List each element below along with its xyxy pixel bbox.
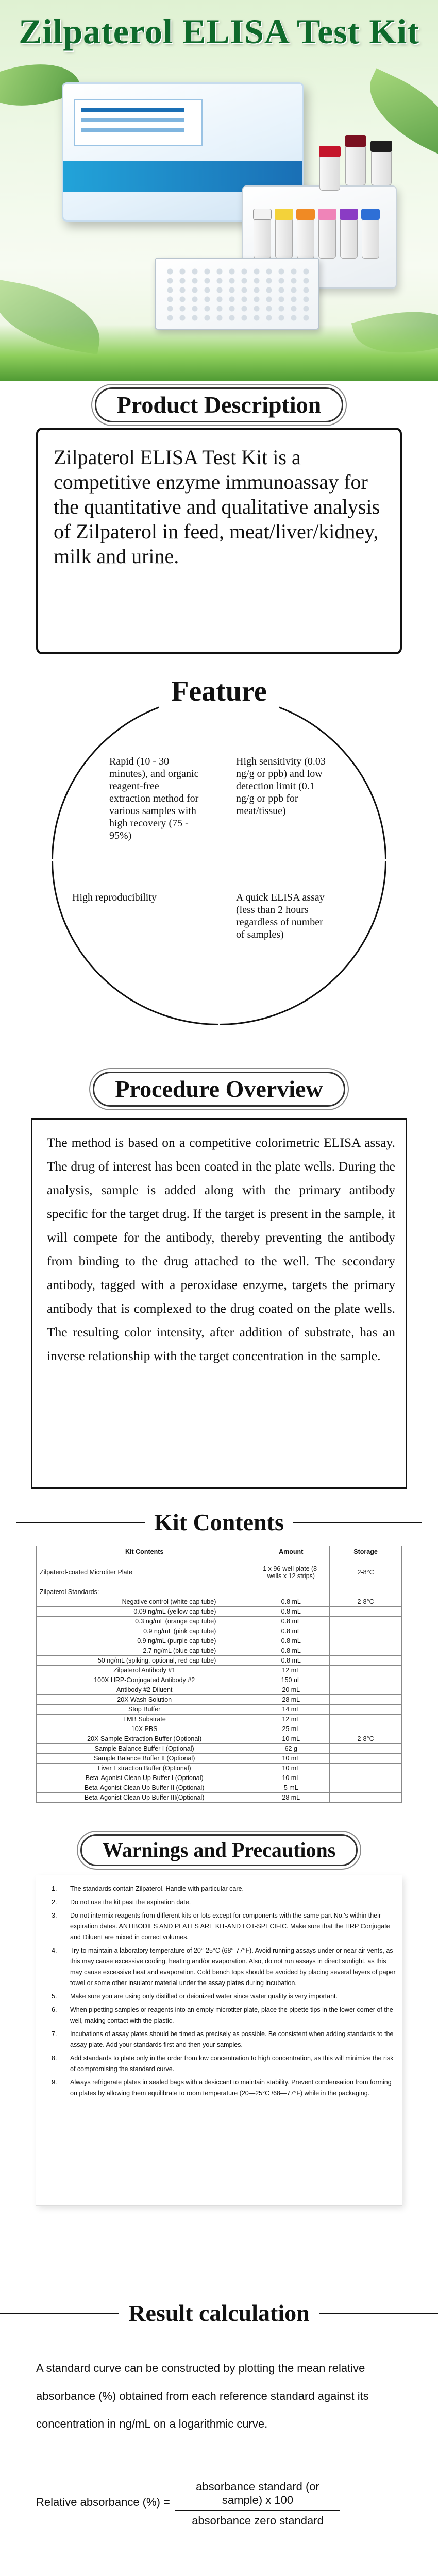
table-cell: 0.3 ng/mL (orange cap tube)	[37, 1617, 252, 1626]
warnings-panel	[36, 1875, 402, 2205]
table-cell: Zilpaterol-coated Microtiter Plate	[37, 1557, 252, 1587]
table-cell: 14 mL	[252, 1705, 330, 1715]
table-cell: 20X Sample Extraction Buffer (Optional)	[37, 1734, 252, 1744]
warning-text: Do not intermix reagents from different kits or lots except for components with the same part No.'s within their expiration dates. ANTIBODIES AND PLATES ARE KIT-AND LOT-SPECIFIC. Make sure that the HRP Conjugate and Diluent are mixed in correct volumes.	[70, 1912, 390, 1941]
table-cell: 0.8 mL	[252, 1646, 330, 1656]
warning-item	[45, 1910, 396, 1943]
column-header: Storage	[330, 1546, 402, 1557]
feature-item: High sensitivity (0.03 ng/g or ppb) and low detection limit (0.1 ng/g or ppb for meat/tissue)	[236, 756, 326, 817]
table-cell: 28 mL	[252, 1793, 330, 1803]
section-banner	[0, 387, 438, 422]
table-cell	[330, 1587, 402, 1597]
table-cell: 12 mL	[252, 1666, 330, 1675]
formula-lhs: Relative absorbance (%) =	[36, 2496, 170, 2509]
warning-text: Make sure you are using only distilled or deionized water since water quality is very important.	[70, 1993, 338, 2000]
table-cell: 0.8 mL	[252, 1626, 330, 1636]
vial-image	[345, 144, 366, 185]
table-row	[37, 1587, 402, 1597]
table-cell: 0.09 ng/mL (yellow cap tube)	[37, 1607, 252, 1617]
table-row	[37, 1734, 402, 1744]
table-cell	[330, 1793, 402, 1803]
table-cell: 0.8 mL	[252, 1617, 330, 1626]
table-row	[37, 1724, 402, 1734]
table-cell: Beta-Agonist Clean Up Buffer II (Optional)	[37, 1783, 252, 1793]
table-cell: Negative control (white cap tube)	[37, 1597, 252, 1607]
table-cell: 10 mL	[252, 1754, 330, 1764]
product-description-heading: Product Description	[95, 387, 344, 422]
procedure-text: The method is based on a competitive colorimetric ELISA assay. The drug of interest has been coated in the plate wells. During the analysis, sample is added along with the primary antibody specific for the target drug. If the target is present in the sample, it will compete for the antibody, thereby preventing the antibody from binding to the drug attached to the well. The secondary antibody, tagged with a peroxidase enzyme, targets the primary antibody that is complexed to the drug coated on the plate wells. The resulting color intensity, after addition of substrate, has an inverse relationship with the target concentration in the sample.	[47, 1135, 395, 1363]
table-row	[37, 1617, 402, 1626]
table-cell: 0.8 mL	[252, 1597, 330, 1607]
table-row	[37, 1607, 402, 1617]
table-row	[37, 1626, 402, 1636]
table-cell: 100X HRP-Conjugated Antibody #2	[37, 1675, 252, 1685]
feature-heading: Feature	[159, 675, 279, 708]
table-cell: 2-8°C	[330, 1734, 402, 1744]
table-row	[37, 1793, 402, 1803]
product-description-panel	[36, 428, 402, 654]
table-cell: Zilpaterol Antibody #1	[37, 1666, 252, 1675]
table-row	[37, 1636, 402, 1646]
table-cell: Sample Balance Buffer II (Optional)	[37, 1754, 252, 1764]
warning-text: When pipetting samples or reagents into an empty microtiter plate, place the pipette tips in the lower corner of the well, making contact with the plastic.	[70, 2006, 393, 2024]
table-cell	[330, 1646, 402, 1656]
table-row	[37, 1695, 402, 1705]
table-cell: 0.8 mL	[252, 1656, 330, 1666]
table-cell	[330, 1626, 402, 1636]
table-cell: 28 mL	[252, 1695, 330, 1705]
table-row	[37, 1597, 402, 1607]
warning-number: 9.	[52, 2079, 57, 2086]
table-row	[37, 1783, 402, 1793]
warning-item	[45, 2029, 396, 2050]
table-cell: 12 mL	[252, 1715, 330, 1724]
section-banner	[0, 1834, 438, 1866]
table-cell: 10 mL	[252, 1773, 330, 1783]
result-text: A standard curve can be constructed by plotting the mean relative absorbance (%) obtained from each reference standard against its concentration in ng/mL on a logarithmic curve.	[36, 2362, 369, 2430]
formula-denominator: absorbance zero standard	[192, 2514, 324, 2527]
table-cell: 20X Wash Solution	[37, 1695, 252, 1705]
table-cell: 5 mL	[252, 1783, 330, 1793]
grass-decoration	[0, 325, 438, 381]
table-cell: Stop Buffer	[37, 1705, 252, 1715]
kit-contents-heading: Kit Contents	[154, 1507, 284, 1538]
table-cell	[252, 1587, 330, 1597]
table-cell: 150 uL	[252, 1675, 330, 1685]
warning-item	[45, 1991, 396, 2002]
warning-number: 3.	[52, 1912, 57, 1919]
warnings-list	[45, 1884, 396, 2102]
warning-number: 6.	[52, 2006, 57, 2013]
table-row	[37, 1675, 402, 1685]
table-cell: 0.9 ng/mL (pink cap tube)	[37, 1626, 252, 1636]
warning-number: 7.	[52, 2030, 57, 2038]
table-cell: 25 mL	[252, 1724, 330, 1734]
warning-item	[45, 1945, 396, 1989]
feature-item: A quick ELISA assay (less than 2 hours regardless of number of samples)	[236, 892, 325, 940]
result-heading: Result calculation	[128, 2298, 309, 2329]
warning-number: 5.	[52, 1993, 57, 2000]
table-cell: 2.7 ng/mL (blue cap tube)	[37, 1646, 252, 1656]
table-cell: Zilpaterol Standards:	[37, 1587, 252, 1597]
table-cell: 0.8 mL	[252, 1607, 330, 1617]
table-cell	[330, 1754, 402, 1764]
warning-number: 8.	[52, 2055, 57, 2062]
column-header: Kit Contents	[37, 1546, 252, 1557]
table-row	[37, 1656, 402, 1666]
table-row	[37, 1744, 402, 1754]
warning-text: Try to maintain a laboratory temperature of 20°-25°C (68°-77°F). Avoid running assays under or near air vents, as this may cause excessive cooling, heating and/or evaporation. Also, do not run assays in direct sunlight, as this may cause excessive heat and evaporation. Cold bench tops should be avoided by placing several layers of paper towel or some other insulator material under the assay plates during incubation.	[70, 1947, 396, 1987]
table-cell: 62 g	[252, 1744, 330, 1754]
procedure-panel	[31, 1118, 407, 1489]
table-cell	[330, 1744, 402, 1754]
formula-fraction	[175, 2480, 340, 2528]
table-cell	[330, 1715, 402, 1724]
section-banner	[0, 1072, 438, 1107]
procedure-heading: Procedure Overview	[93, 1072, 345, 1107]
table-cell	[330, 1685, 402, 1695]
table-cell: Sample Balance Buffer I (Optional)	[37, 1744, 252, 1754]
section-banner	[0, 2298, 438, 2329]
warning-item	[45, 2077, 396, 2099]
table-cell	[330, 1607, 402, 1617]
feature-item: Rapid (10 - 30 minutes), and organic reagent-free extraction method for various samples with high recovery (75 - 95%)	[109, 756, 199, 841]
vial-image	[319, 155, 340, 191]
column-header: Amount	[252, 1546, 330, 1557]
hero-banner	[0, 0, 438, 381]
product-description-text: Zilpaterol ELISA Test Kit is a competitive enzyme immunoassay for the quantitative and qualitative analysis of Zilpaterol in feed, meat/liver/kidney, milk and urine.	[54, 446, 380, 568]
table-cell: 1 x 96-well plate (8-wells x 12 strips)	[252, 1557, 330, 1587]
table-row	[37, 1715, 402, 1724]
table-cell	[330, 1656, 402, 1666]
table-row	[37, 1685, 402, 1695]
section-banner	[0, 1507, 438, 1538]
table-cell	[330, 1705, 402, 1715]
microtiter-plate-image	[155, 258, 319, 330]
warning-text: Incubations of assay plates should be timed as precisely as possible. Be consistent when adding standards to the assay plate. Add your standards first and then your samples.	[70, 2030, 394, 2048]
table-row	[37, 1666, 402, 1675]
table-row	[37, 1754, 402, 1764]
table-cell	[330, 1636, 402, 1646]
table-cell: Beta-Agonist Clean Up Buffer III(Optional)	[37, 1793, 252, 1803]
warnings-heading: Warnings and Precautions	[80, 1834, 358, 1866]
table-cell: 10 mL	[252, 1734, 330, 1744]
table-cell	[330, 1783, 402, 1793]
warning-number: 4.	[52, 1947, 57, 1954]
formula-numerator: absorbance standard (or sample) x 100	[175, 2480, 340, 2511]
table-cell: 10 mL	[252, 1764, 330, 1773]
feature-diagram	[52, 675, 386, 1025]
vial-image	[371, 149, 392, 185]
table-cell: Antibody #2 Diluent	[37, 1685, 252, 1695]
warning-text: The standards contain Zilpaterol. Handle with particular care.	[70, 1885, 244, 1892]
leaf-decoration	[355, 68, 438, 158]
table-cell: 0.8 mL	[252, 1636, 330, 1646]
table-header-row	[37, 1546, 402, 1557]
table-row	[37, 1705, 402, 1715]
table-row	[37, 1773, 402, 1783]
relative-absorbance-formula	[36, 2478, 402, 2530]
table-cell	[330, 1675, 402, 1685]
table-cell	[330, 1695, 402, 1705]
warning-number: 1.	[52, 1885, 57, 1892]
table-cell: Beta-Agonist Clean Up Buffer I (Optional)	[37, 1773, 252, 1783]
table-cell: 2-8°C	[330, 1597, 402, 1607]
table-cell	[330, 1617, 402, 1626]
warning-text: Always refrigerate plates in sealed bags with a desiccant to maintain stability. Prevent condensation from forming on plates by allowing them equilibrate to room temperature (20—25°C /68—77°F) while in the packaging.	[70, 2079, 392, 2097]
table-cell: TMB Substrate	[37, 1715, 252, 1724]
table-cell: 0.9 ng/mL (purple cap tube)	[37, 1636, 252, 1646]
table-cell	[330, 1773, 402, 1783]
kit-contents-table	[36, 1546, 402, 1803]
table-cell	[330, 1666, 402, 1675]
warning-item	[45, 2005, 396, 2026]
table-row	[37, 1764, 402, 1773]
feature-item: High reproducibility	[72, 892, 157, 903]
table-cell: 50 ng/mL (spiking, optional, red cap tube)	[37, 1656, 252, 1666]
product-title: Zilpaterol ELISA Test Kit	[19, 12, 419, 51]
table-cell: 10X PBS	[37, 1724, 252, 1734]
warning-text: Add standards to plate only in the order from low concentration to high concentration, as this will minimize the risk of compromising the standard curve.	[70, 2055, 394, 2073]
table-cell: 20 mL	[252, 1685, 330, 1695]
warning-item	[45, 1897, 396, 1908]
feature-heading-wrap	[52, 675, 386, 708]
table-cell: 2-8°C	[330, 1557, 402, 1587]
table-cell: Liver Extraction Buffer (Optional)	[37, 1764, 252, 1773]
table-cell	[330, 1724, 402, 1734]
table-row	[37, 1646, 402, 1656]
warning-number: 2.	[52, 1899, 57, 1906]
table-cell	[330, 1764, 402, 1773]
feature-divider	[52, 859, 386, 861]
table-row	[37, 1557, 402, 1587]
warning-item	[45, 2053, 396, 2075]
warning-text: Do not use the kit past the expiration date.	[70, 1899, 191, 1906]
warning-item	[45, 1884, 396, 1894]
